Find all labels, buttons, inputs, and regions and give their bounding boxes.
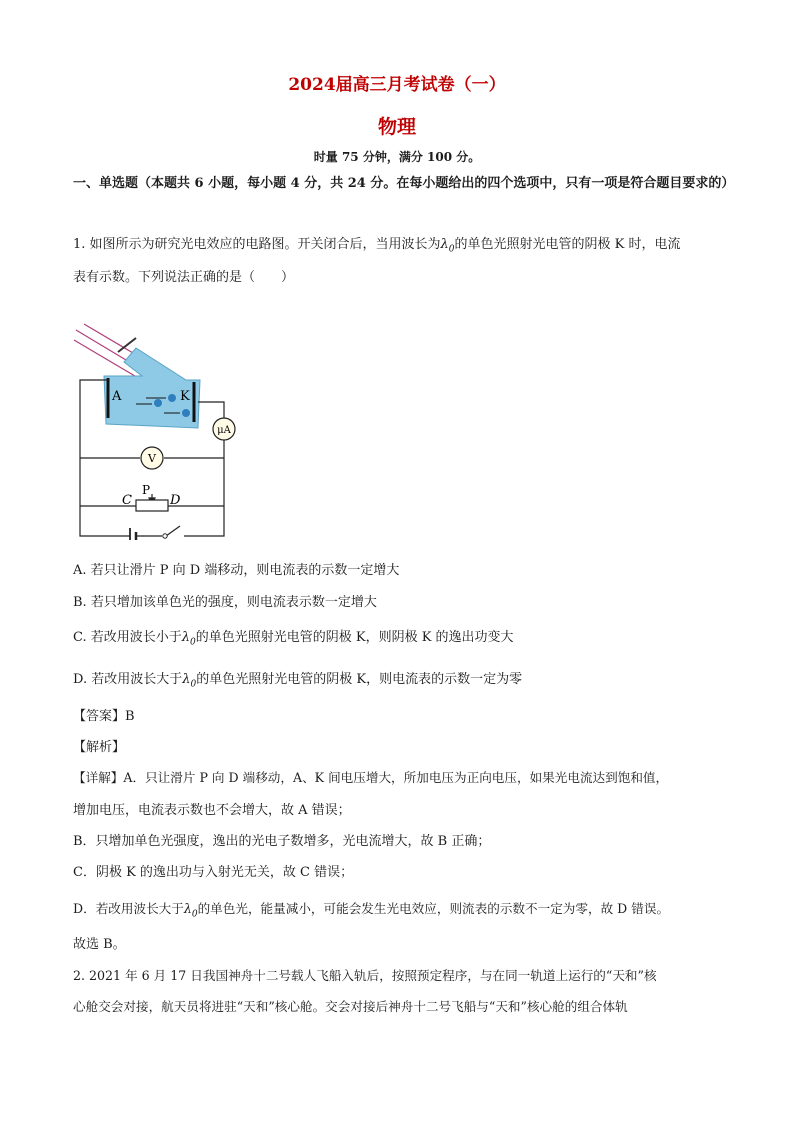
slider-label-p: P bbox=[142, 483, 151, 497]
q1-stem-part1: 1. 如图所示为研究光电效应的电路图。开关闭合后，当用波长为 bbox=[73, 237, 441, 252]
exam-title: 2024届高三月考试卷（一） bbox=[288, 75, 506, 95]
lambda-symbol: $\lambda_0$ bbox=[182, 672, 197, 690]
switch-contact bbox=[163, 534, 167, 538]
answer: 【答案】B bbox=[73, 709, 135, 724]
end-label-c: C bbox=[122, 493, 132, 508]
voltmeter-label: V bbox=[148, 452, 156, 465]
analysis-heading: 【解析】 bbox=[73, 740, 126, 755]
detail-b: B．只增加单色光强度，逸出的光电子数增多，光电流增大，故 B 正确； bbox=[73, 834, 491, 849]
subject-title: 物理 bbox=[377, 116, 416, 138]
rheostat bbox=[136, 500, 168, 511]
option-c: C. 若改用波长小于$\lambda_0$的单色光照射光电管的阴极 K，则阴极 K 的逸出功变大 bbox=[73, 630, 514, 648]
lambda-symbol: $\lambda_0$ bbox=[181, 630, 196, 648]
conclusion: 故选 B。 bbox=[73, 937, 126, 952]
detail-line1: 【详解】A．只让滑片 P 向 D 端移动，A、K 间电压增大，所加电压为正向电压，如果光电流达到饱和值， bbox=[73, 770, 669, 785]
time-info: 时量 75 分钟，满分 100 分。 bbox=[313, 150, 481, 164]
cathode-label: K bbox=[180, 389, 190, 404]
end-label-d: D bbox=[170, 493, 181, 508]
option-d: D. 若改用波长大于$\lambda_0$的单色光照射光电管的阴极 K，则电流表的示数一定为零 bbox=[73, 672, 523, 690]
anode-label: A bbox=[112, 389, 122, 404]
detail-line2: 增加电压，电流表示数也不会增大，故 A 错误； bbox=[73, 803, 351, 818]
q1-stem-line1 bbox=[73, 233, 738, 255]
q1-stem-part2: 的单色光照射光电管的阴极 K 时，电流 bbox=[454, 237, 681, 252]
lambda-symbol: $\lambda_0$ bbox=[183, 901, 198, 920]
q2-line2: 心舱交会对接，航天员将进驻“天和”核心舱。交会对接后神舟十二号飞船与“天和”核心舱的组合体轨 bbox=[73, 999, 628, 1014]
photoelectric-circuit-figure bbox=[66, 318, 246, 540]
microammeter-label: μA bbox=[217, 425, 231, 436]
option-b: B. 若只增加该单色光的强度，则电流表示数一定增大 bbox=[73, 595, 377, 610]
detail-d: D．若改用波长大于$\lambda_0$的单色光，能量减小，可能会发生光电效应，则流表的示数不一定为零，故 D 错误。 bbox=[73, 901, 670, 920]
q2-line1: 2. 2021 年 6 月 17 日我国神舟十二号载人飞船入轨后，按照预定程序，与在同一轨道上运行的“天和”核 bbox=[73, 968, 657, 983]
lambda-symbol: $\lambda_0$ bbox=[440, 237, 455, 255]
phototube bbox=[104, 338, 200, 428]
q1-stem-line2: 表有示数。下列说法正确的是（ ） bbox=[73, 270, 295, 285]
section-heading: 一、单选题（本题共 6 小题，每小题 4 分，共 24 分。在每小题给出的四个选项中，只有一项是符合题目要求的） bbox=[73, 176, 735, 191]
option-a: A. 若只让滑片 P 向 D 端移动，则电流表的示数一定增大 bbox=[73, 563, 400, 578]
detail-c: C．阴极 K 的逸出功与入射光无关，故 C 错误； bbox=[73, 865, 354, 880]
